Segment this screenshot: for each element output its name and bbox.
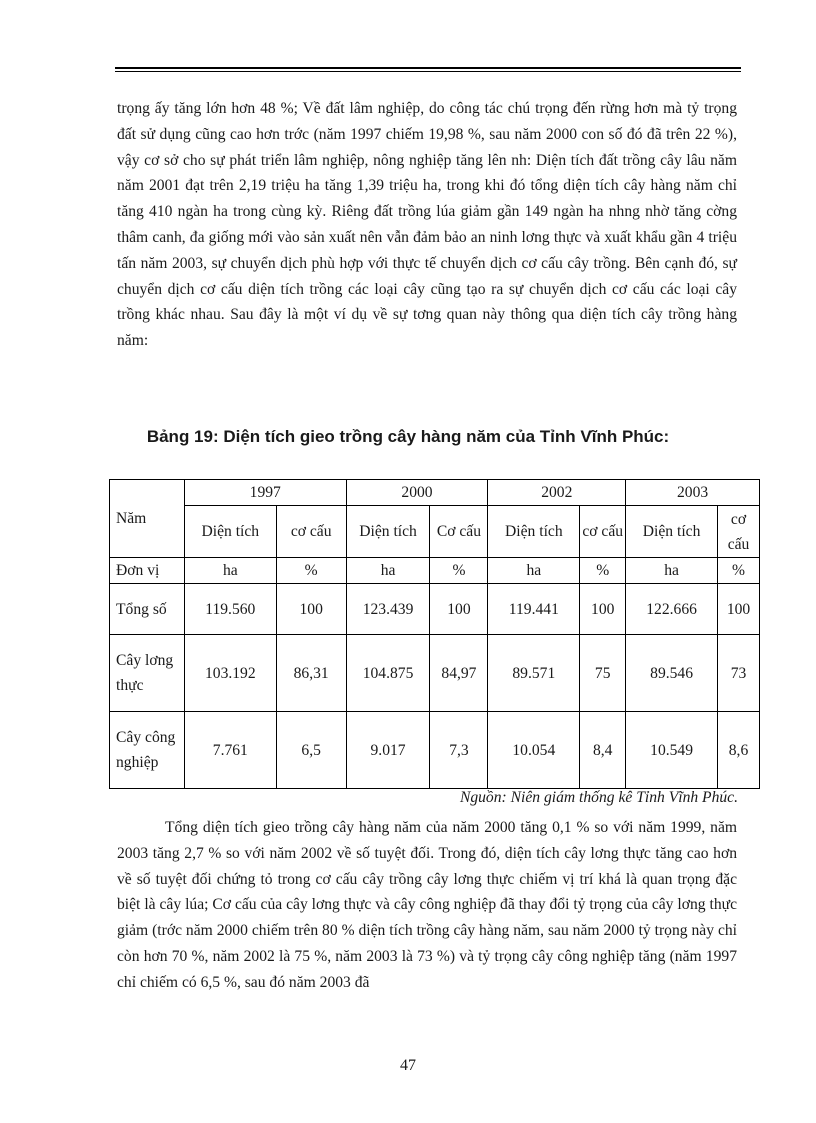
crop-area-table xyxy=(109,479,760,789)
year-header-cell: Năm xyxy=(110,480,185,558)
subheader-cell: Diện tích xyxy=(184,506,276,558)
value-cell: 100 xyxy=(430,584,488,635)
value-cell: 89.571 xyxy=(488,635,580,712)
value-cell: 7,3 xyxy=(430,712,488,789)
row-label-cell: Cây lơng thực xyxy=(110,635,185,712)
unit-cell: % xyxy=(430,558,488,584)
row-label-cell: Cây công nghiệp xyxy=(110,712,185,789)
value-cell: 103.192 xyxy=(184,635,276,712)
value-cell: 119.560 xyxy=(184,584,276,635)
value-cell: 122.666 xyxy=(626,584,718,635)
unit-label-cell: Đơn vị xyxy=(110,558,185,584)
value-cell: 7.761 xyxy=(184,712,276,789)
subheader-cell: Cơ cấu xyxy=(430,506,488,558)
value-cell: 123.439 xyxy=(346,584,430,635)
subheader-cell: Diện tích xyxy=(626,506,718,558)
value-cell: 100 xyxy=(580,584,626,635)
value-cell: 89.546 xyxy=(626,635,718,712)
value-cell: 100 xyxy=(718,584,760,635)
table-unit-row xyxy=(110,558,760,584)
value-cell: 119.441 xyxy=(488,584,580,635)
table-header-row-subheaders xyxy=(110,506,760,558)
unit-cell: % xyxy=(718,558,760,584)
unit-cell: % xyxy=(580,558,626,584)
subheader-cell: cơ cấu xyxy=(276,506,346,558)
row-label-cell: Tổng số xyxy=(110,584,185,635)
table-row-industrial-crops xyxy=(110,712,760,789)
subheader-cell: Diện tích xyxy=(346,506,430,558)
value-cell: 9.017 xyxy=(346,712,430,789)
header-rule-thick xyxy=(115,67,741,69)
table-source-note: Nguồn: Niên giám thống kê Tỉnh Vĩnh Phúc. xyxy=(459,789,738,806)
unit-cell: ha xyxy=(626,558,718,584)
table-caption: Bảng 19: Diện tích gieo trồng cây hàng năm của Tỉnh Vĩnh Phúc: xyxy=(146,427,670,446)
subheader-cell: cơ cấu xyxy=(718,506,760,558)
year-cell: 2000 xyxy=(346,480,488,506)
value-cell: 75 xyxy=(580,635,626,712)
page-number: 47 xyxy=(400,1057,416,1074)
value-cell: 100 xyxy=(276,584,346,635)
value-cell: 104.875 xyxy=(346,635,430,712)
body-paragraph-1: trọng ấy tăng lớn hơn 48 %; Về đất lâm nghiệp, do công tác chú trọng đến rừng hơn mà tỷ trọng đất sử dụng cũng cao hơn trớc (năm 1997 chiếm 19,98 %, sau năm 2000 con số đó đã trên 22 %), vậy cơ sở cho sự phát triển lâm nghiệp, nông nghiệp tăng lên nh: Diện tích đất trồng cây lâu năm năm 2001 đạt trên 2,19 triệu ha tăng 1,39 triệu ha, trong khi đó tổng diện tích cây hàng năm chỉ tăng 410 ngàn ha trong cùng kỳ. Riêng đất trồng lúa giảm gần 149 ngàn ha nhng nhờ tăng cờng thâm canh, đa giống mới vào sản xuất nên vẫn đảm bảo an ninh lơng thực và xuất khẩu gần 4 triệu tấn năm 2003, sự chuyển dịch phù hợp với thực tế chuyển dịch cơ cấu cây trồng. Bên cạnh đó, sự chuyển dịch cơ cấu diện tích trồng các loại cây cũng tạo ra sự chuyển dịch cơ cấu các loại cây trồng khác nhau. Sau đây là một ví dụ về sự tơng quan này thông qua diện tích cây trồng hàng năm: xyxy=(117,100,737,350)
table-row-food-crops xyxy=(110,635,760,712)
table-header-row-years xyxy=(110,480,760,506)
value-cell: 10.054 xyxy=(488,712,580,789)
year-cell: 1997 xyxy=(184,480,346,506)
unit-cell: ha xyxy=(184,558,276,584)
value-cell: 86,31 xyxy=(276,635,346,712)
table-row-total xyxy=(110,584,760,635)
body-paragraph-2: Tổng diện tích gieo trồng cây hàng năm của năm 2000 tăng 0,1 % so với năm 1999, năm 2003 tăng 2,7 % so với năm 2002 về số tuyệt đối. Trong đó, diện tích cây lơng thực tăng cao hơn về số tuyệt đối chứng tỏ trong cơ cấu cây trồng cây lơng thực chiếm vị trí khá là quan trọng đặc biệt là cây lúa; Cơ cấu của cây lơng thực và cây công nghiệp đã thay đổi tỷ trọng của cây lơng thực giảm (trớc năm 2000 chiếm trên 80 % diện tích trồng cây hàng năm, sau năm 2000 tỷ trọng này chỉ còn hơn 70 %, năm 2002 là 75 %, năm 2003 là 73 %) và tỷ trọng cây công nghiệp tăng (năm 1997 chỉ chiếm có 6,5 %, sau đó năm 2003 đã xyxy=(117,819,737,991)
unit-cell: ha xyxy=(488,558,580,584)
value-cell: 10.549 xyxy=(626,712,718,789)
value-cell: 8,4 xyxy=(580,712,626,789)
value-cell: 6,5 xyxy=(276,712,346,789)
value-cell: 73 xyxy=(718,635,760,712)
year-cell: 2002 xyxy=(488,480,626,506)
header-rule-thin xyxy=(115,71,741,72)
value-cell: 84,97 xyxy=(430,635,488,712)
subheader-cell: cơ cấu xyxy=(580,506,626,558)
unit-cell: % xyxy=(276,558,346,584)
value-cell: 8,6 xyxy=(718,712,760,789)
year-cell: 2003 xyxy=(626,480,760,506)
subheader-cell: Diện tích xyxy=(488,506,580,558)
unit-cell: ha xyxy=(346,558,430,584)
